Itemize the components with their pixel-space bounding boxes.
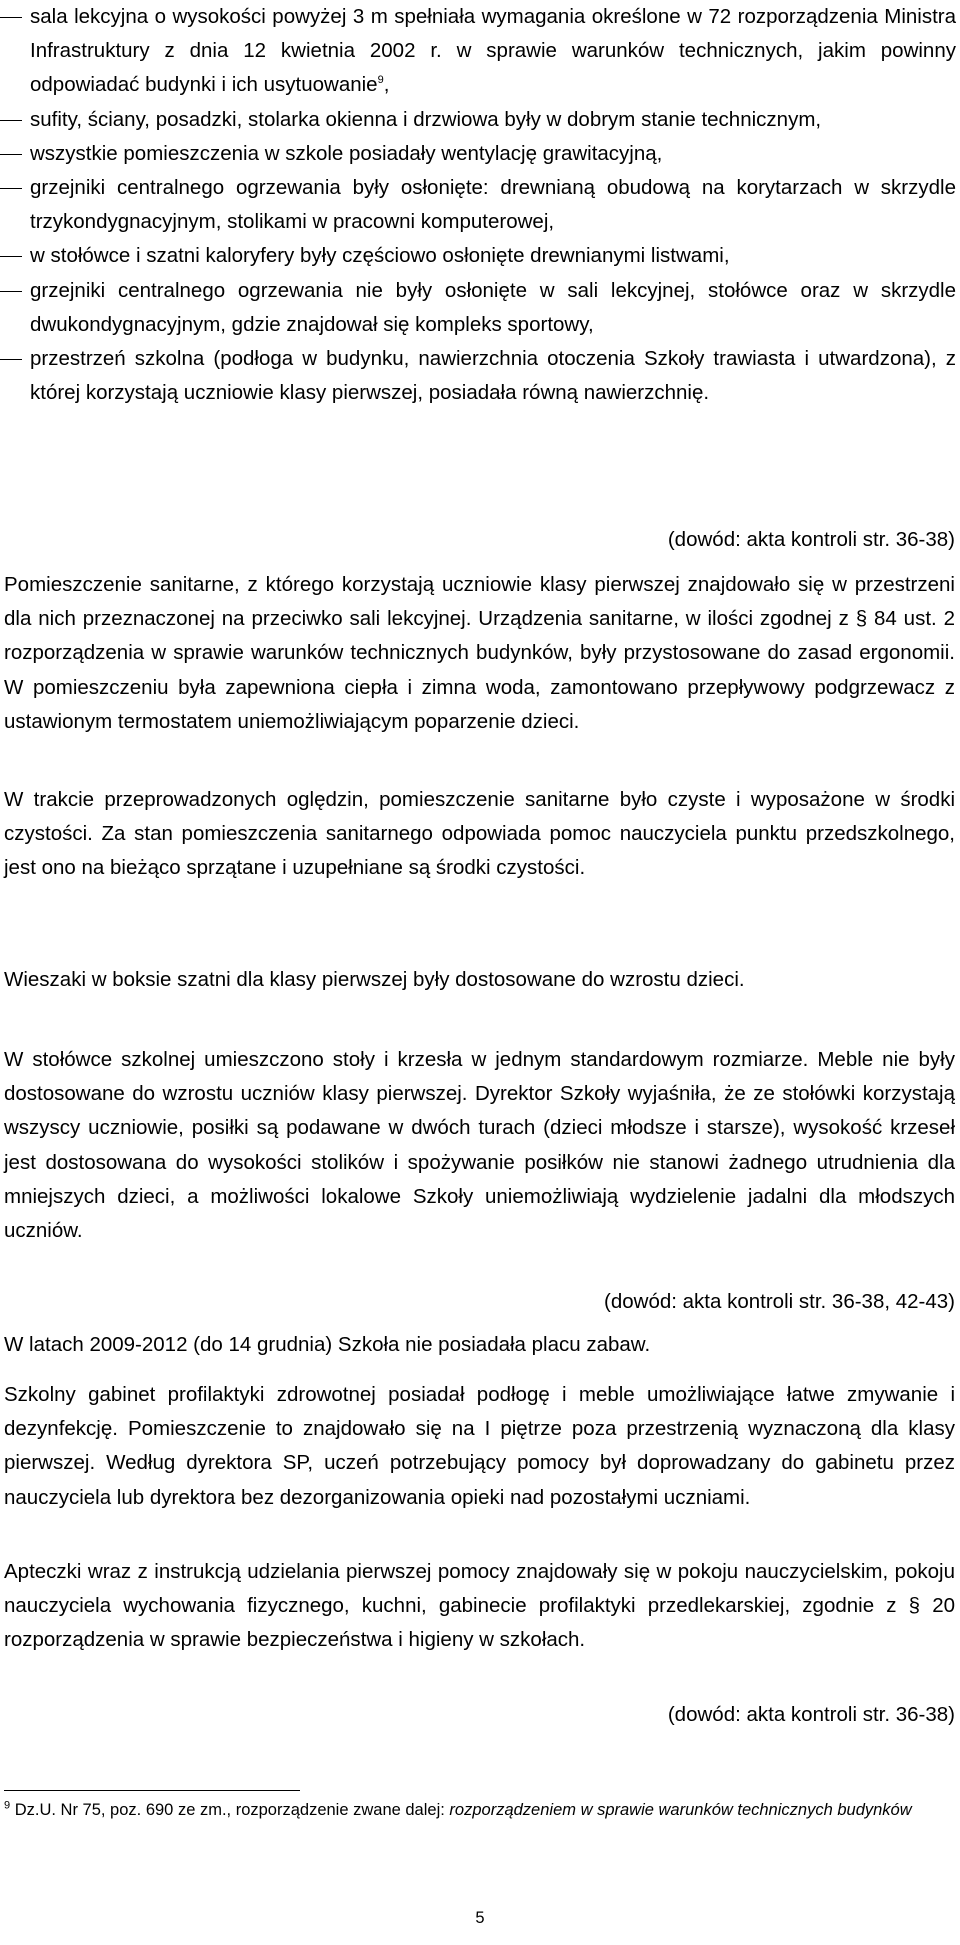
dash-bullet-icon — [0, 239, 30, 273]
paragraph-first-aid: Apteczki wraz z instrukcją udzielania pierwszej pomocy znajdowały się w pokoju nauczycielskim, pokoju nauczyciela wychowania fizycznego, kuchni, gabinecie profilaktyki przedlekarskiej, zgodnie z § 20 rozporządzenia w sprawie bezpieczeństwa i higieny w szkołach. — [4, 1560, 955, 1652]
dash-bullet-icon — [0, 342, 30, 410]
dash-bullet-icon — [0, 103, 30, 137]
bullet-text: sala lekcyjna o wysokości powyżej 3 m spełniała wymagania określone w 72 rozporządzenia Ministra Infrastruktury z dnia 12 kwietnia 2002 r. w sprawie warunków technicznych, jakim powinny odpowiadać budynki i ich usytuowanie — [30, 5, 956, 97]
footnote-ref[interactable]: 9 — [377, 74, 384, 87]
dash-bullet-icon — [0, 171, 30, 239]
evidence-source: (dowód: akta kontroli str. 36-38) — [667, 1703, 955, 1726]
footnote-divider — [4, 1790, 300, 1791]
evidence-source: (dowód: akta kontroli str. 36-38) — [667, 528, 955, 551]
list-item — [0, 137, 960, 171]
page-number: 5 — [475, 1909, 485, 1927]
bullet-list — [0, 0, 960, 410]
dash-bullet-icon — [0, 274, 30, 342]
paragraph-playground: W latach 2009-2012 (do 14 grudnia) Szkoła nie posiadała placu zabaw. — [4, 1333, 651, 1356]
paragraph-canteen: W stołówce szkolnej umieszczono stoły i krzesła w jednym standardowym rozmiarze. Meble nie były dostosowane do wzrostu uczniów klasy pierwszej. Dyrektor Szkoły wyjaśniła, że ze stołówki korzystają wszyscy uczniowie, posiłki są podawane w dwóch turach (dzieci młodsze i starsze), wysokość krzeseł jest dostosowana do wysokości stolików i spożywanie posiłków nie stanowi żadnego utrudnienia dla mniejszych dzieci, a możliwości lokalowe Szkoły uniemożliwiają wydzielenie jadalni dla młodszych uczniów. — [4, 1048, 955, 1243]
evidence-source: (dowód: akta kontroli str. 36-38, 42-43) — [604, 1290, 955, 1313]
list-item — [0, 342, 960, 410]
dash-bullet-icon — [0, 0, 30, 103]
dash-bullet-icon — [0, 137, 30, 171]
list-item — [0, 171, 960, 239]
footnote — [4, 1798, 955, 1823]
list-item — [0, 274, 960, 342]
list-item — [0, 103, 960, 137]
bullet-text: sufity, ściany, posadzki, stolarka okienna i drzwiowa były w dobrym stanie technicznym, — [30, 107, 822, 131]
bullet-text: w stołówce i szatni kaloryfery były częściowo osłonięte drewnianymi listwami, — [30, 244, 730, 268]
bullet-text: przestrzeń szkolna (podłoga w budynku, nawierzchnia otoczenia Szkoły trawiasta i utwardzona), z której korzystają uczniowie klasy pierwszej, posiadała równą nawierzchnię. — [30, 347, 956, 405]
list-item: sala lekcyjna o wysokości powyżej 3 m spełniała wymagania określone w 72 rozporządzenia Ministra Infrastruktury z dnia 12 kwietnia 2002 r. w sprawie warunków technicznych, jakim powinny odpowiadać budynki i ich usytuowanie$^9$, — [0, 0, 960, 103]
footnote-text: Dz.U. Nr 75, poz. 690 ze zm., rozporządzenie zwane dalej: — [10, 1801, 450, 1819]
paragraph-wardrobe: Wieszaki w boksie szatni dla klasy pierwszej były dostosowane do wzrostu dzieci. — [4, 968, 745, 991]
bullet-text: grzejniki centralnego ogrzewania nie były osłonięte w sali lekcyjnej, stołówce oraz w skrzydle dwukondygnacyjnym, gdzie znajdował się kompleks sportowy, — [30, 278, 956, 336]
paragraph-health-office: Szkolny gabinet profilaktyki zdrowotnej posiadał podłogę i meble umożliwiające łatwe zmywanie i dezynfekcję. Pomieszczenie to znajdowało się na I piętrze poza przestrzenią wyznaczoną dla klasy pierwszej. Według dyrektora SP, uczeń potrzebujący pomocy był doprowadzany do gabinetu przez nauczyciela lub dyrektora bez dezorganizowania opieki nad pozostałymi uczniami. — [4, 1383, 955, 1509]
bullet-text: grzejniki centralnego ogrzewania były osłonięte: drewnianą obudową na korytarzach w skrzydle trzykondygnacyjnym, stolikami w pracowni komputerowej, — [30, 176, 956, 234]
footnote-number: 9 — [4, 1799, 11, 1812]
footnote-italic-text: rozporządzeniem w sprawie warunków technicznych budynków — [449, 1801, 912, 1819]
paragraph-sanitary-room: Pomieszczenie sanitarne, z którego korzystają uczniowie klasy pierwszej znajdowało się w przestrzeni dla nich przeznaczonej na przeciwko sali lekcyjnej. Urządzenia sanitarne, w ilości zgodnej z § 84 ust. 2 rozporządzenia w sprawie warunków technicznych budynków, były przystosowane do zasad ergonomii. W pomieszczeniu była zapewniona ciepła i zimna woda, zamontowano przepływowy podgrzewacz z ustawionym termostatem uniemożliwiającym poparzenie dzieci. — [4, 573, 955, 733]
list-item — [0, 239, 960, 273]
paragraph-inspection: W trakcie przeprowadzonych oględzin, pomieszczenie sanitarne było czyste i wyposażone w środki czystości. Za stan pomieszczenia sanitarnego odpowiada pomoc nauczyciela punktu przedszkolnego, jest ono na bieżąco sprzątane i uzupełniane są środki czystości. — [4, 788, 955, 880]
bullet-text: wszystkie pomieszczenia w szkole posiadały wentylację grawitacyjną, — [30, 141, 663, 165]
